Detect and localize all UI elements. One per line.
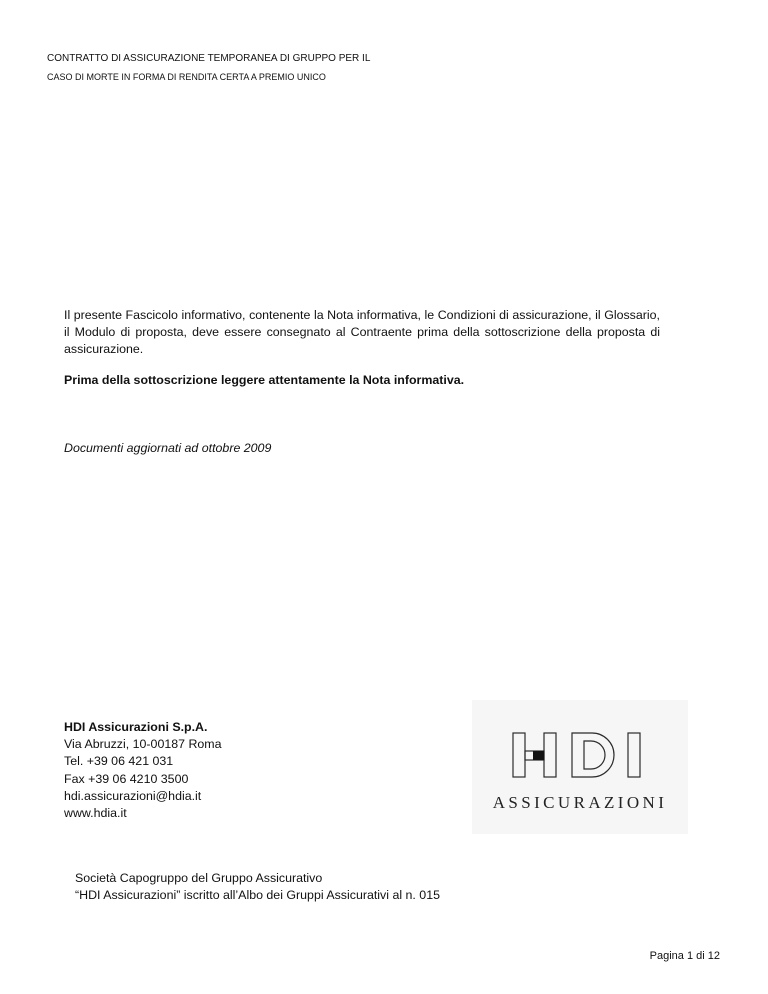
- reading-warning: Prima della sottoscrizione leggere attentamente la Nota informativa.: [64, 373, 465, 387]
- company-email: hdi.assicurazioni@hdia.it: [64, 788, 202, 803]
- hdi-logo-graphic: [472, 700, 688, 834]
- company-contact-block: [64, 719, 364, 822]
- logo-letter-d: [572, 733, 614, 777]
- company-address: Via Abruzzi, 10-00187 Roma: [64, 737, 222, 752]
- contract-title-line-2: CASO DI MORTE IN FORMA DI RENDITA CERTA A PREMIO UNICO: [47, 72, 326, 82]
- contract-title: [47, 49, 477, 87]
- company-fax: Fax +39 06 4210 3500: [64, 771, 189, 786]
- company-telephone: Tel. +39 06 421 031: [64, 754, 174, 769]
- contract-title-line-1: CONTRATTO DI ASSICURAZIONE TEMPORANEA DI GRUPPO PER IL: [47, 53, 371, 64]
- page-number: Pagina 1 di 12: [649, 950, 720, 962]
- logo-h-crossbar: [533, 751, 544, 760]
- hdi-logo: [472, 700, 688, 834]
- group-note-line-2: “HDI Assicurazioni” iscritto all’Albo dei Gruppi Assicurativi al n. 015: [75, 888, 440, 903]
- update-date-note: Documenti aggiornati ad ottobre 2009: [64, 441, 272, 455]
- intro-paragraph: Il presente Fascicolo informativo, contenente la Nota informativa, le Condizioni di assicurazione, il Glossario, il Modulo di proposta, deve essere consegnato al Contraente prima della sottoscrizione della proposta di assicurazione.: [64, 308, 660, 356]
- logo-subtitle: ASSICURAZIONI: [492, 793, 668, 812]
- group-registration-note: [75, 870, 495, 904]
- company-name: HDI Assicurazioni S.p.A.: [64, 720, 208, 734]
- company-website: www.hdia.it: [64, 806, 127, 821]
- logo-letter-i: [628, 733, 640, 777]
- group-note-line-1: Società Capogruppo del Gruppo Assicurativo: [75, 871, 323, 885]
